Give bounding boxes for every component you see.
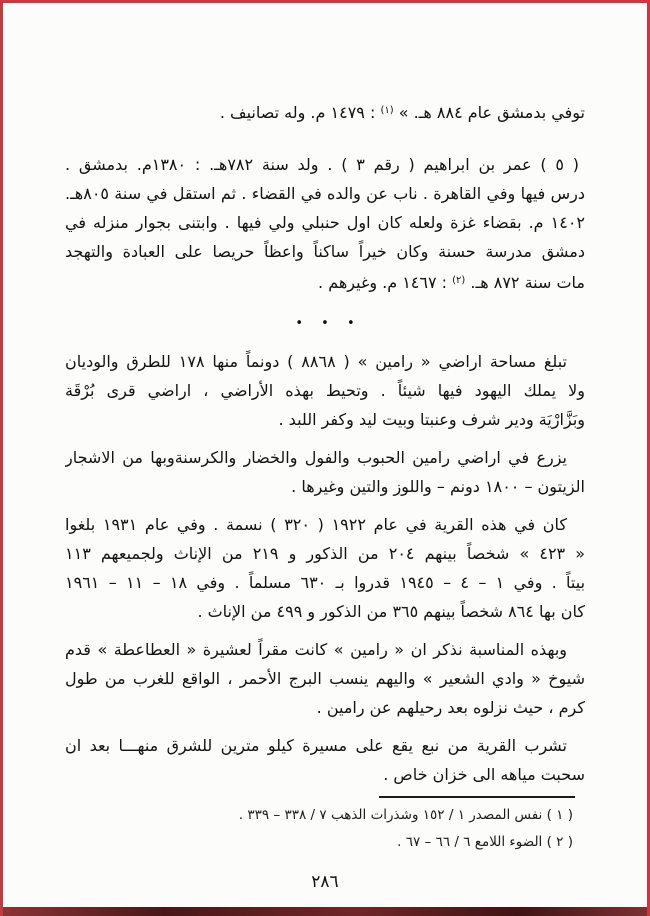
text-line [65, 266, 585, 295]
text-line: درس فيها وفي القاهرة . ناب عن والده في القضاء . ثم استقل في سنة ٨٠٥هـ. [65, 184, 585, 203]
page-border-bottom [3, 907, 647, 916]
footnote-marker-1: (١) [380, 105, 394, 116]
text-line: شيوخ « وادي الشعير » واليهم ينسب البرج الأحمر ، الواقع للغرب من طول [65, 669, 585, 688]
text-line: كان بها ٨٦٤ شخصاً بينهم ٣٦٥ من الذكور و ٤٩٩ من الإناث . [197, 602, 585, 621]
text-line: ١٤٠٢ م. بقضاء غزة ولعله كان اول حنبلي ولي فيها . وابتنى بجوار منزله في [65, 213, 585, 232]
paragraph-1 [65, 96, 585, 125]
page-text [3, 3, 647, 856]
text-line: ولا يملك اليهود فيها شيئاً . وتحيط بهذه الأراضي ، اراضي قرى بُرْقَة [65, 381, 585, 400]
text-line: تبلغ مساحة اراضي « رامين » ( ٨٨٦٨ ) دونماً منها ١٧٨ للطرق والوديان [65, 352, 567, 371]
paragraph-3 [65, 347, 585, 434]
paragraph-7 [65, 731, 585, 789]
text-line: ( ٥ ) عمر بن ابراهيم ( رقم ٣ ) . ولد سنة ٧٨٢هـ. : ١٣٨٠م. بدمشق . [65, 155, 579, 174]
paragraph-6 [65, 635, 585, 722]
footnote-1: ( ١ ) نفس المصدر ١ / ١٥٢ وشذرات الذهب ٧ / ٣٣٨ – ٣٣٩ . [238, 807, 573, 823]
footnote-2: ( ٢ ) الضوء اللامع ٦ / ٦٦ – ٦٧ . [397, 834, 573, 850]
text-line [65, 96, 585, 125]
text-line: الزيتون – ١٨٠٠ دونم – واللوز والتين وغيرها . [291, 477, 585, 496]
text-line: سحبت مياهه الى خزان خاص . [383, 765, 585, 784]
footnote-marker-2: (٢) [452, 275, 466, 286]
paragraph-5 [65, 510, 585, 626]
section-separator-stars: • • • [295, 316, 355, 331]
text-line: بيتاً . وفي ١ – ٤ – ١٩٤٥ قدروا بـ ٦٣٠ مسلماً . وفي ١٨ – ١١ – ١٩٦١ [65, 573, 585, 592]
text-line: « ٤٢٣ » شخصاً بينهم ٢٠٤ من الذكور و ٢١٩ من الإناث ولجميعهم ١١٣ [65, 544, 585, 563]
text-line: تشرب القرية من نبع يقع على مسيرة كيلو مترين للشرق منهـــا بعد ان [65, 736, 567, 755]
text-line: وبَزَّارْيَة ودير شرف وعنبتا وبيت ليد وكفر اللبد . [278, 410, 585, 429]
text-line: يزرع في اراضي رامين الحبوب والفول والخضار والكرسنةوبها من الاشجار [65, 448, 567, 467]
line-text: : ١٤٦٧ م. وغيرهم . [318, 273, 453, 292]
text-line: كرم ، حيث نزلوه بعد رحيلهم عن رامين . [316, 698, 585, 717]
paragraph-4 [65, 443, 585, 501]
text-line: وبهذه المناسبة نذكر ان « رامين » كانت مقراً لعشيرة « العطاعطة » قدم [65, 640, 567, 659]
footnote-rule [379, 796, 575, 798]
text-line: كان في هذه القرية في عام ١٩٢٢ ( ٣٢٠ ) نسمة . وفي عام ١٩٣١ بلغوا [65, 515, 568, 534]
line-text: توفي بدمشق عام ٨٨٤ هـ. » [393, 103, 585, 122]
page-number: ٢٨٦ [311, 872, 339, 892]
text-line: دمشق مدرسة حسنة وكان خيراً ساكناً واعظاً حريصا على العبادة والتهجد [65, 242, 585, 261]
line-text: مات سنة ٨٧٢ هـ. [465, 273, 585, 292]
paragraph-2 [65, 150, 585, 295]
line-text: : ١٤٧٩ م. وله تصانيف . [219, 103, 381, 122]
